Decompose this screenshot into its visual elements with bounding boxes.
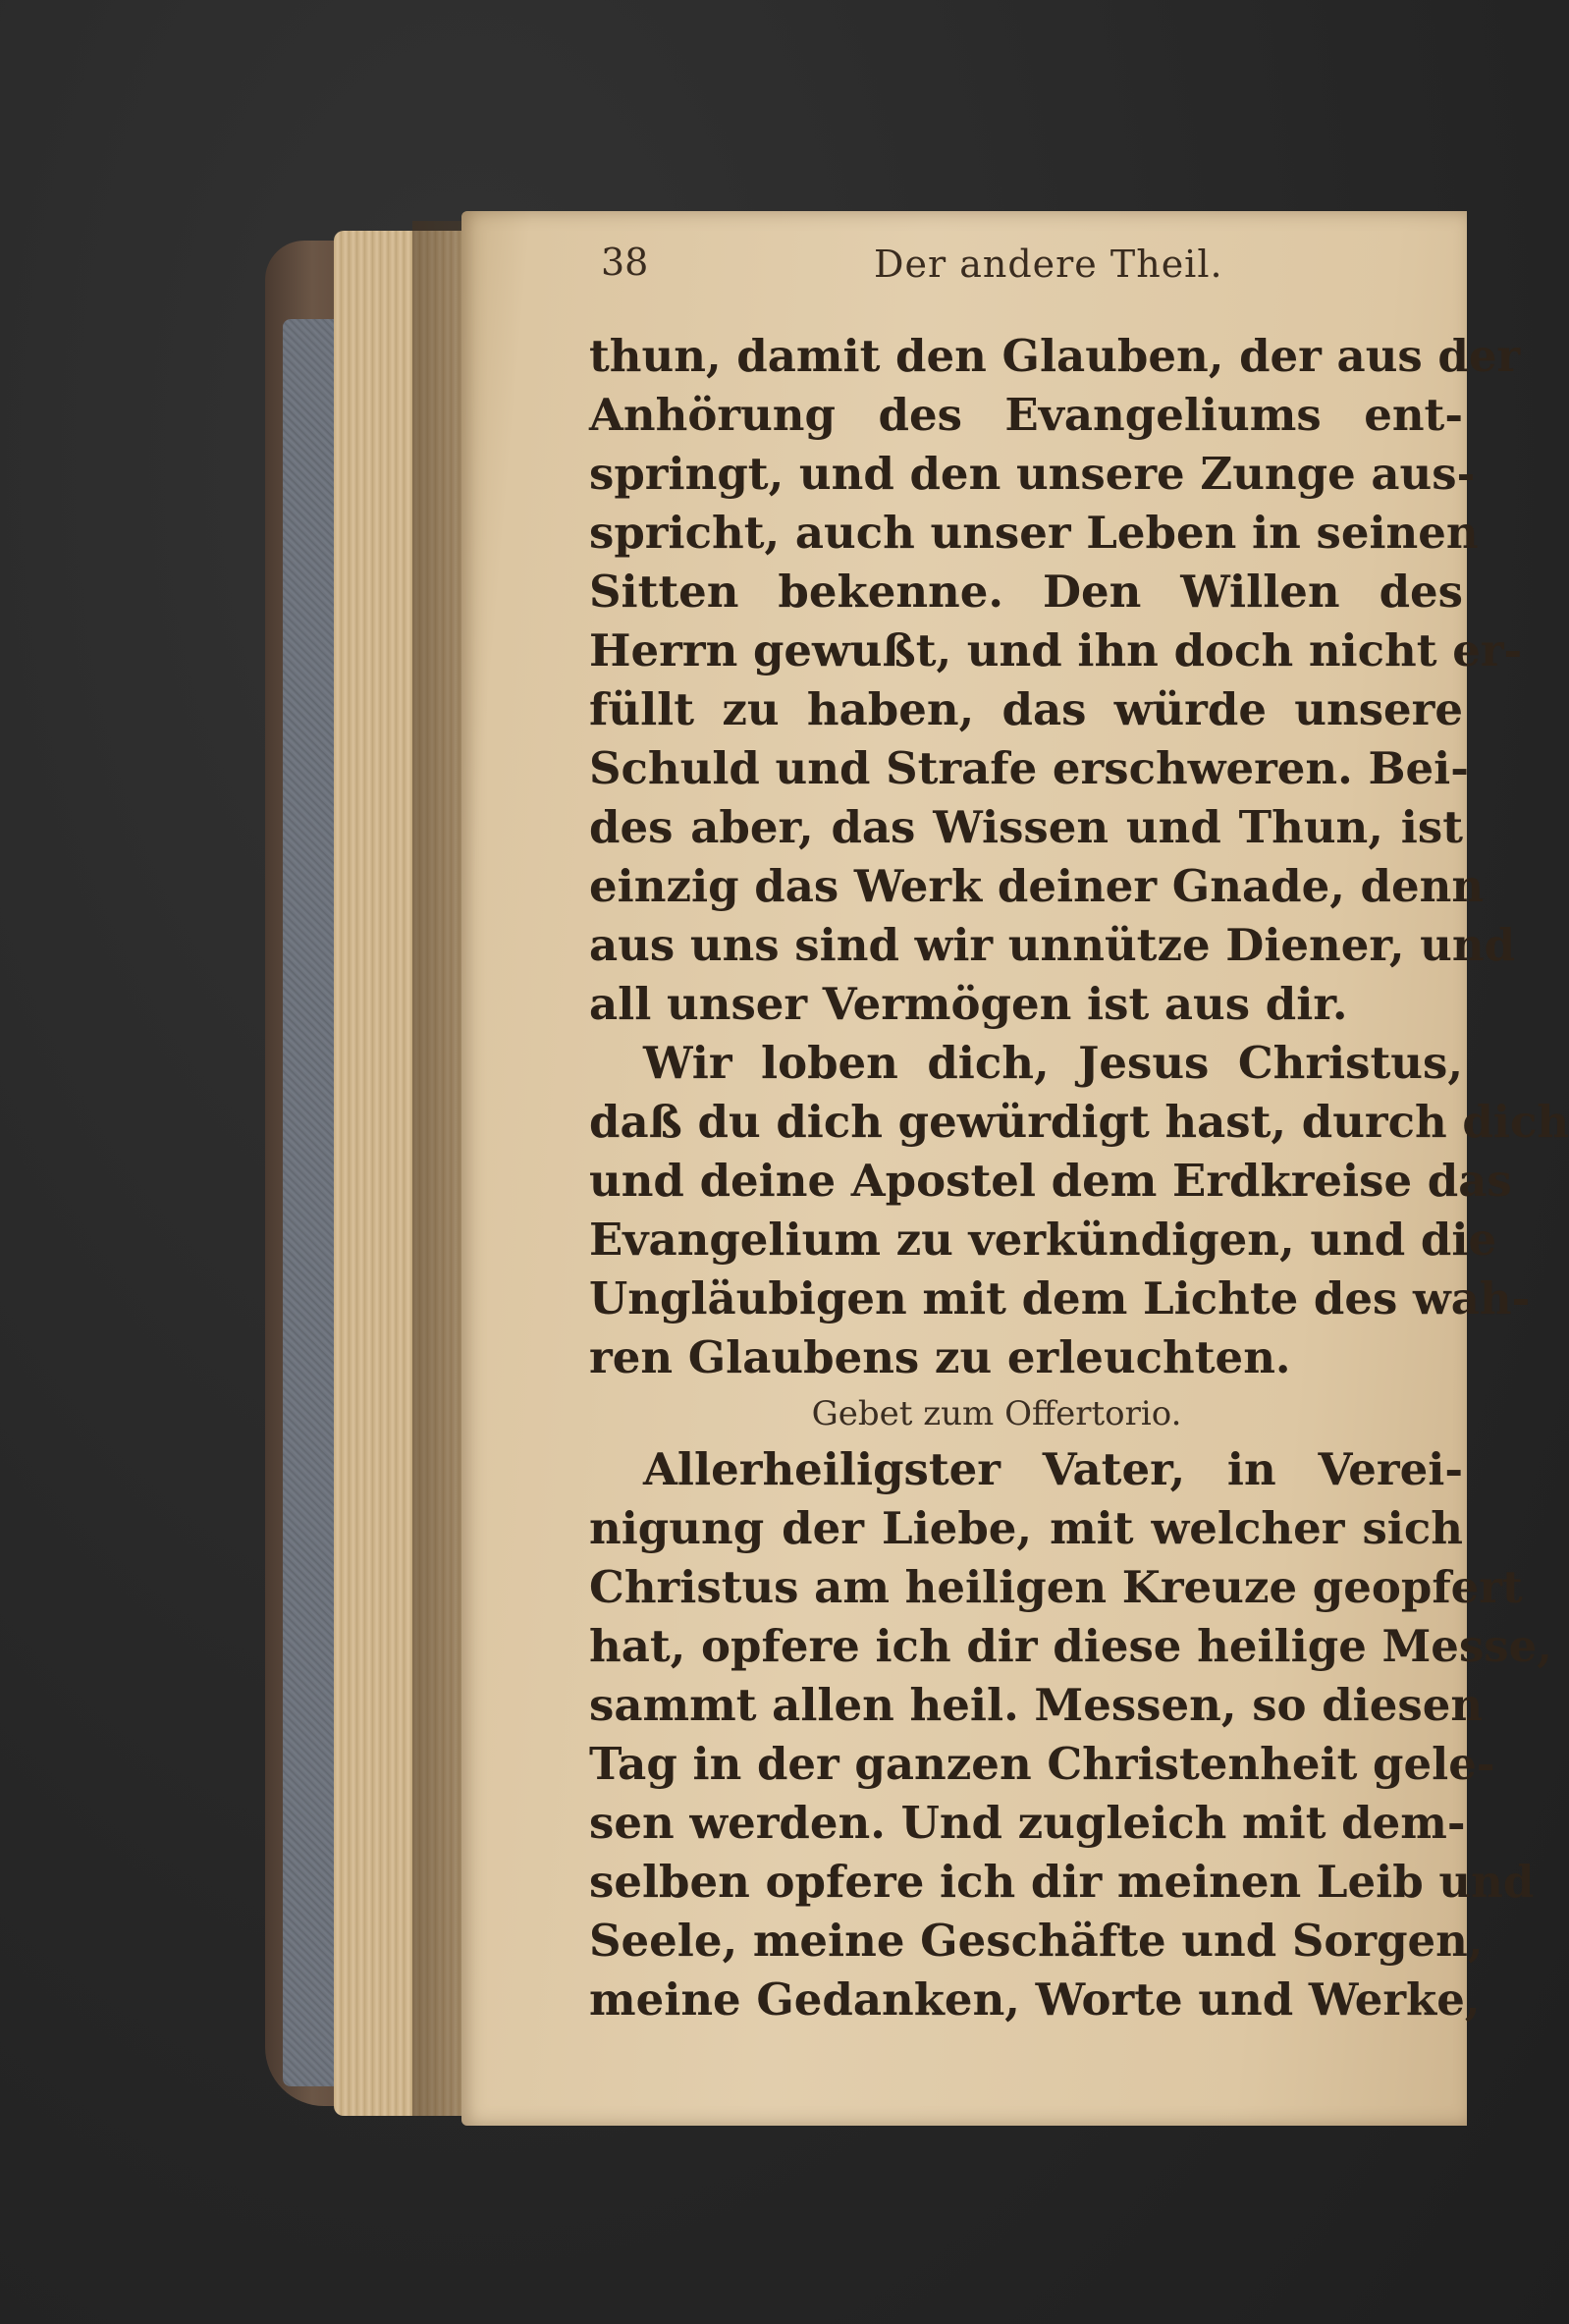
body-text [589, 327, 1569, 2029]
text-line: Allerheiligster Vater, in Verei- [643, 1443, 1463, 1495]
text-line: Seele, meine Geschäfte und Sorgen, [589, 1915, 1484, 1967]
text-line: Christus am heiligen Kreuze geopfert [589, 1561, 1523, 1613]
text-line: sen werden. Und zugleich mit dem- [589, 1797, 1466, 1849]
text-line: ren Glaubens zu erleuchten. [589, 1331, 1291, 1383]
text-line: daß du dich gewürdigt hast, durch dich [589, 1096, 1569, 1148]
text-line: Sitten bekenne. Den Willen des [589, 566, 1463, 618]
text-line: und deine Apostel dem Erdkreise das [589, 1155, 1512, 1207]
book [265, 211, 1569, 2135]
text-line: sammt allen heil. Messen, so diesen [589, 1679, 1484, 1731]
running-title: Der andere Theil. [874, 243, 1223, 286]
text-line: Schuld und Strafe erschweren. Bei- [589, 742, 1469, 794]
text-line: des aber, das Wissen und Thun, ist [589, 801, 1463, 853]
text-line: meine Gedanken, Worte und Werke, [589, 1973, 1481, 2026]
text-line: Wir loben dich, Jesus Christus, [643, 1037, 1463, 1089]
text-line: spricht, auch unser Leben in seinen [589, 507, 1479, 559]
book-page [461, 211, 1569, 2126]
text-line: aus uns sind wir unnütze Diener, und [589, 919, 1516, 971]
text-line: springt, und den unsere Zunge aus- [589, 448, 1476, 500]
text-line: hat, opfere ich dir diese heilige Messe, [589, 1620, 1552, 1672]
page-content [589, 241, 1569, 2106]
text-line: einzig das Werk deiner Gnade, denn [589, 860, 1485, 912]
text-line: Herrn gewußt, und ihn doch nicht er- [589, 624, 1523, 676]
text-line: Ungläubigen mit dem Lichte des wah- [589, 1272, 1531, 1324]
text-line: Evangelium zu verkündigen, und die [589, 1214, 1497, 1266]
text-line: all unser Vermögen ist aus dir. [589, 978, 1348, 1030]
text-line: Anhörung des Evangeliums ent- [589, 389, 1463, 441]
text-line: nigung der Liebe, mit welcher sich [589, 1502, 1463, 1554]
text-line: thun, damit den Glauben, der aus der [589, 330, 1521, 382]
section-subheading: Gebet zum Offertorio. [811, 1394, 1182, 1433]
page-header [589, 241, 1463, 299]
page-number: 38 [601, 241, 649, 284]
text-line: selben opfere ich dir meinen Leib und [589, 1856, 1535, 1908]
text-line: Tag in der ganzen Christenheit gele- [589, 1738, 1495, 1790]
text-line: füllt zu haben, das würde unsere [589, 683, 1463, 735]
